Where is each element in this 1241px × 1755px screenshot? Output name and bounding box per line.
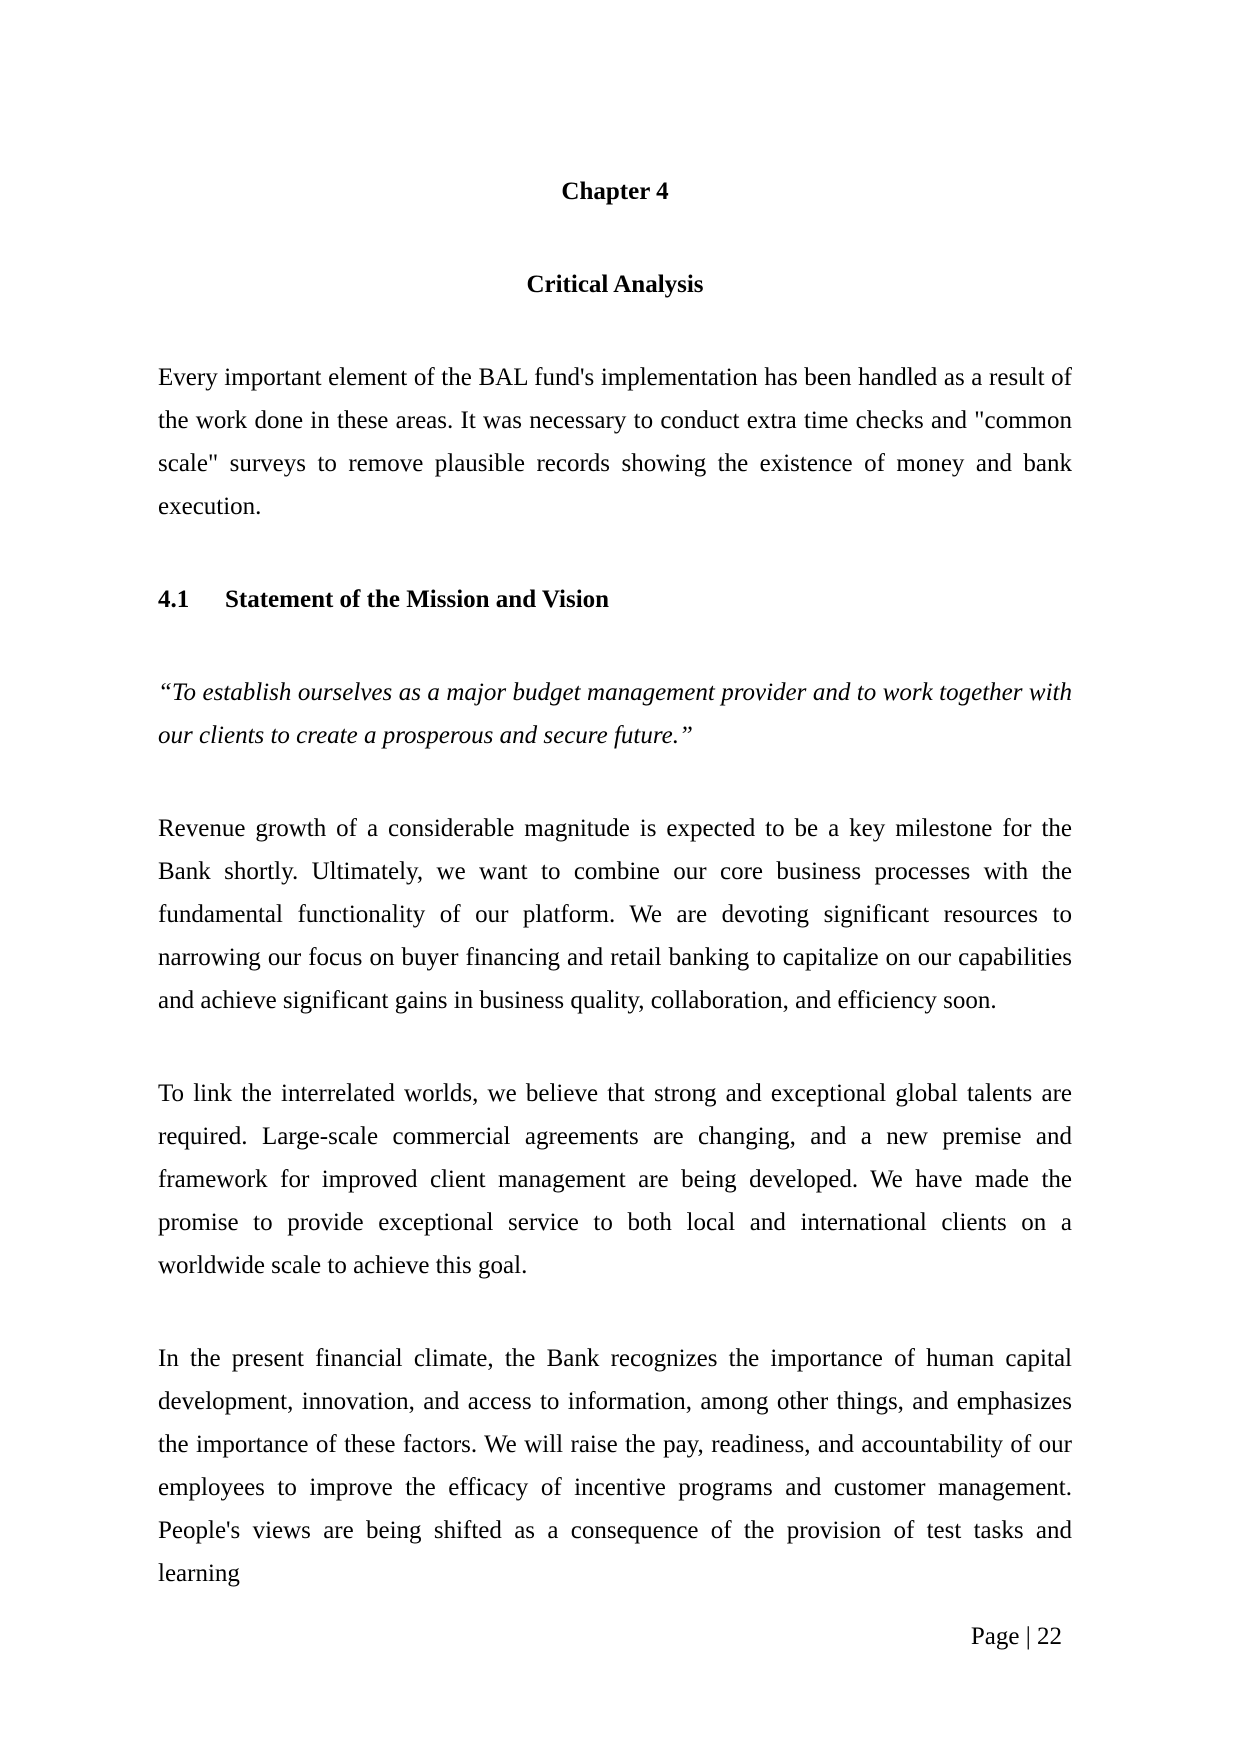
paragraph-financial-climate: In the present financial climate, the Bank recognizes the importance of human capital development, innovation, and access to information, among other things, and emphasizes the importance of these factors. We will raise the pay, readiness, and accountability of our employees to improve the efficacy of incentive programs and customer management. People's views are being shifted as a consequence of the provision of test tasks and learning	[158, 1345, 1072, 1587]
mission-vision-quote: “To establish ourselves as a major budget management provider and to work together with our clients to create a prosperous and secure future.”	[158, 679, 1072, 749]
chapter-heading: Chapter 4	[561, 178, 669, 205]
paragraph-revenue-growth: Revenue growth of a considerable magnitude is expected to be a key milestone for the Bank shortly. Ultimately, we want to combine our core business processes with the fundamental functionality of our platform. We are devoting significant resources to narrowing our focus on buyer financing and retail banking to capitalize on our capabilities and achieve significant gains in business quality, collaboration, and efficiency soon.	[158, 815, 1072, 1014]
paragraph-intro: Every important element of the BAL fund's implementation has been handled as a result of the work done in these areas. It was necessary to conduct extra time checks and "common scale" surveys to remove plausible records showing the existence of money and bank execution.	[158, 364, 1072, 520]
paragraph-global-talents: To link the interrelated worlds, we believe that strong and exceptional global talents are required. Large-scale commercial agreements are changing, and a new premise and framework for improved client management are being developed. We have made the promise to provide exceptional service to both local and international clients on a worldwide scale to achieve this goal.	[158, 1080, 1072, 1279]
page-number-footer: Page | 22	[970, 1623, 1062, 1650]
section-heading	[158, 578, 1072, 621]
section-title: Statement of the Mission and Vision	[225, 586, 610, 613]
chapter-title: Critical Analysis	[526, 271, 704, 298]
section-number: 4.1	[158, 586, 190, 613]
